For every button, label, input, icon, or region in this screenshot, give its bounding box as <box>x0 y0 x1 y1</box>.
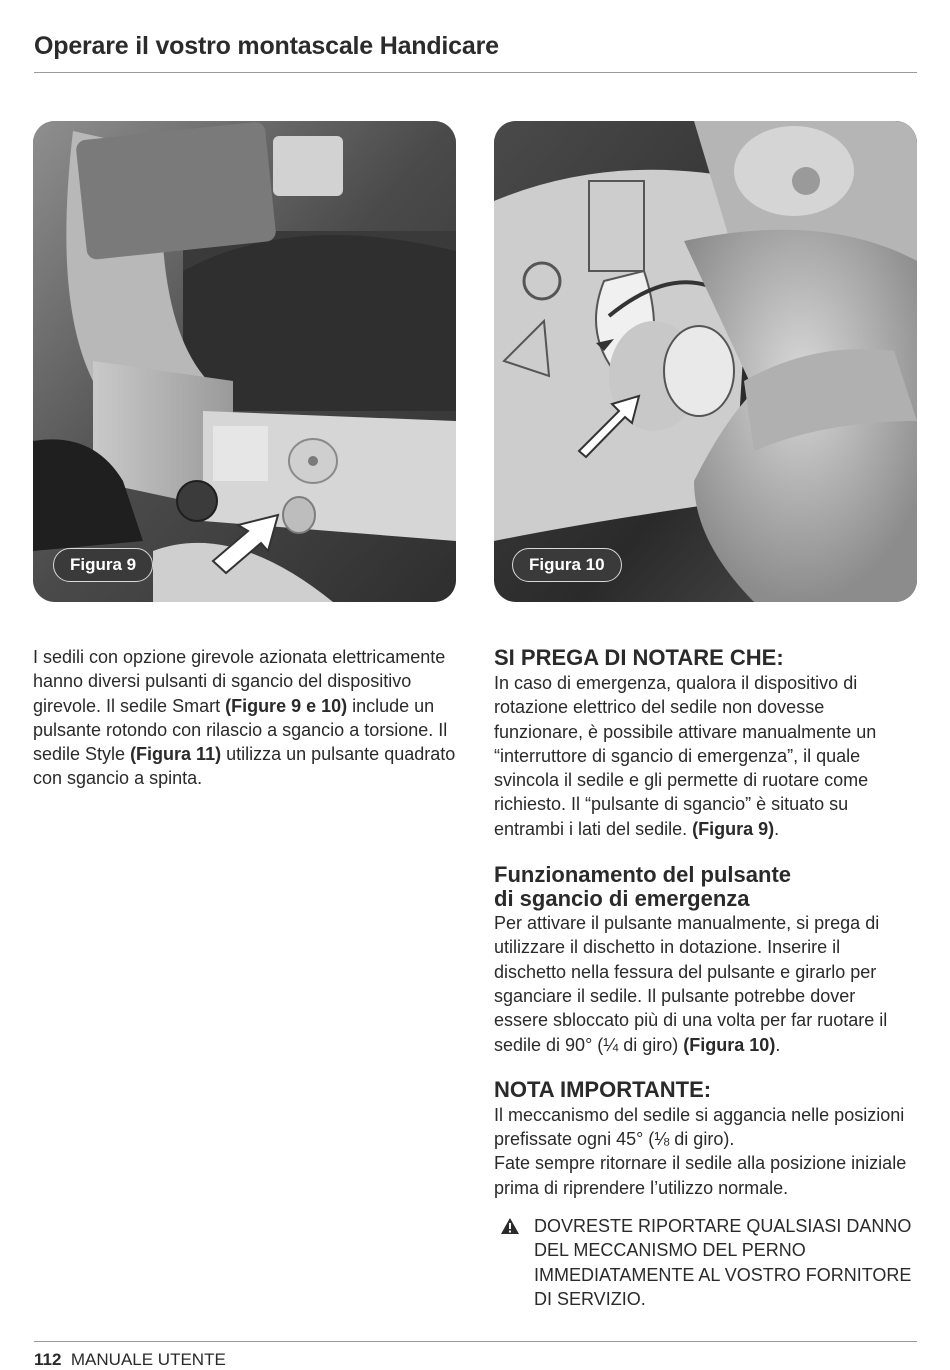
figure-reference: (Figure 9 e 10) <box>225 695 348 716</box>
footer-label: MANUALE UTENTE <box>70 1350 226 1369</box>
figure-reference: (Figura 9) <box>692 818 775 839</box>
intro-text-part: include un pulsante rotondo con rilascio a sgancio a torsione. Il sedile Style <box>33 695 448 765</box>
footer-divider <box>34 1341 917 1342</box>
important-heading: NOTA IMPORTANTE: <box>494 1076 712 1102</box>
note-paragraph <box>494 671 914 841</box>
warning-triangle-icon <box>494 1214 534 1241</box>
figure-10-photo <box>494 121 917 602</box>
figure-10-image <box>494 121 917 602</box>
intro-paragraph <box>33 645 461 791</box>
instructions-column <box>494 645 914 1311</box>
warning-text: DOVRESTE RIPORTARE QUALSIASI DANNO DEL MECCANISMO DEL PERNO IMMEDIATAMENTE AL VOSTRO FORNITORE DI SERVIZIO. <box>534 1216 912 1309</box>
section-heading <box>494 863 914 911</box>
figure-9-label: Figura 9 <box>53 548 153 582</box>
figure-10-label: Figura 10 <box>512 548 622 582</box>
intro-text-column <box>33 645 461 791</box>
section-heading-line: Funzionamento del pulsante <box>494 862 792 888</box>
page-title: Operare il vostro montascale Handicare <box>34 32 499 60</box>
note-text-part: In caso di emergenza, qualora il dispositivo di rotazione elettrico del sedile non dovesse funzionare, è possibile attivare manualmente un “interruttore di sgancio di emergenza”, il quale svincola il sedile e gli permette di ruotare come richiesto. Il “pulsante di sgancio” è situato su entrambi i lati del sedile. <box>494 673 877 839</box>
page-footer <box>34 1350 226 1370</box>
section-heading-line: di sgancio di emergenza <box>494 886 750 912</box>
intro-text-part: I sedili con opzione girevole azionata elettricamente hanno diversi pulsanti di sgancio del dispositivo girevole. Il sedile Smart <box>33 647 446 716</box>
figure-9-image <box>33 121 456 602</box>
section-paragraph <box>494 911 914 1057</box>
header-divider <box>34 72 917 73</box>
page-number: 112 <box>34 1350 62 1369</box>
intro-text-part: utilizza un pulsante quadrato con sgancio a spinta. <box>33 744 456 789</box>
note-text-part: . <box>774 818 780 839</box>
figure-9-photo <box>33 121 456 602</box>
note-heading: SI PREGA DI NOTARE CHE: <box>494 645 784 670</box>
important-text-2: Fate sempre ritornare il sedile alla posizione iniziale prima di riprendere l’utilizzo normale. <box>494 1153 907 1198</box>
warning-block <box>494 1214 914 1311</box>
important-text-1: Il meccanismo del sedile si aggancia nelle posizioni prefissate ogni 45° (⅛ di giro). <box>494 1104 905 1150</box>
section-text-part: . <box>775 1034 781 1055</box>
figure-reference: (Figura 10) <box>683 1034 776 1055</box>
figure-reference: (Figura 11) <box>130 744 222 765</box>
section-text-part: Per attivare il pulsante manualmente, si prega di utilizzare il dischetto in dotazione. Inserire il dischetto nella fessura del pulsante e girarlo per sganciare il sedile. Il pulsante potrebbe dover essere sbloccato più di una volta per far ruotare il sedile di 90° (¼ di giro) <box>494 913 888 1055</box>
